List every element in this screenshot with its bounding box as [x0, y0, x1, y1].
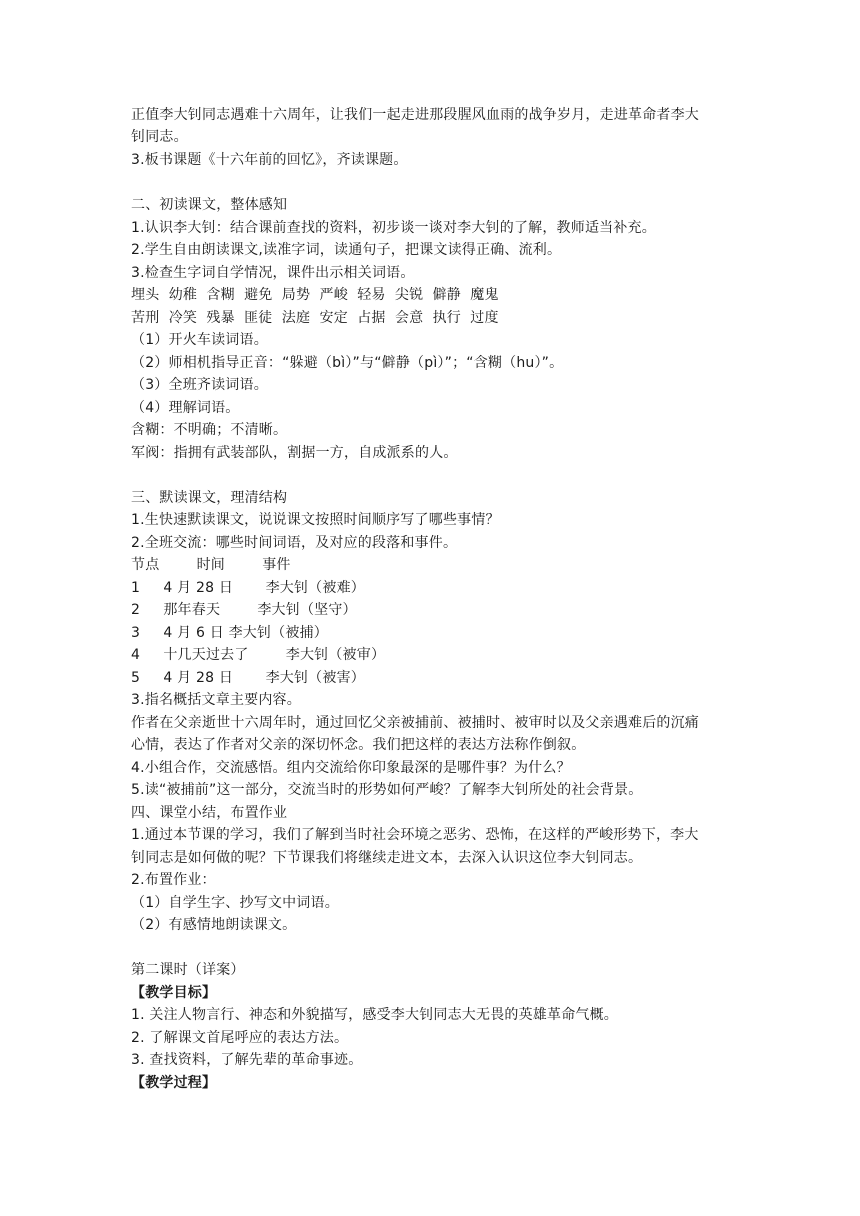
- text-line: 2. 了解课文首尾呼应的表达方法。: [131, 1030, 349, 1046]
- section-heading: 二、初读课文，整体感知: [131, 197, 288, 213]
- bracket-heading: 【教学过程】: [131, 1075, 217, 1091]
- table-row: 3 4 月 6 日 李大钊（被捕）: [131, 625, 328, 641]
- text-line: （1）自学生字、抄写文中词语。: [131, 895, 339, 911]
- section-heading: 第二课时（详案）: [131, 962, 245, 978]
- text-line: 4.小组合作，交流感悟。组内交流给你印象最深的是哪件事？为什么？: [131, 760, 571, 776]
- text-line: 军阀：指拥有武装部队，割据一方，自成派系的人。: [131, 445, 458, 461]
- text-line: （2）师相机指导正音：“躲避（bì）”与“僻静（pì）”；“含糊（hu）”。: [131, 355, 564, 371]
- text-line: 钊同志是如何做的呢？下节课我们将继续走进文本，去深入认识这位李大钊同志。: [131, 850, 643, 866]
- section-heading: 三、默读课文，理清结构: [131, 490, 288, 506]
- text-line: 3.板书课题《十六年前的回忆》，齐读课题。: [131, 152, 408, 168]
- text-line: （2）有感情地朗读课文。: [131, 917, 297, 933]
- text-line: 1.通过本节课的学习，我们了解到当时社会环境之恶劣、恐怖，在这样的严峻形势下，李大: [131, 827, 699, 843]
- section-heading: 四、课堂小结，布置作业: [131, 805, 288, 821]
- text-line: 心情，表达了作者对父亲的深切怀念。我们把这样的表达方法称作倒叙。: [131, 737, 586, 753]
- text-line: 含糊：不明确；不清晰。: [131, 422, 288, 438]
- text-line: 1.生快速默读课文，说说课文按照时间顺序写了哪些事情？: [131, 512, 500, 528]
- text-line: 2.全班交流：哪些时间词语，及对应的段落和事件。: [131, 535, 458, 551]
- table-row: 2 那年春天 李大钊（坚守）: [131, 602, 357, 618]
- table-header: 节点 时间 事件: [131, 557, 291, 573]
- text-line: （1）开火车读词语。: [131, 332, 268, 348]
- table-row: 5 4 月 28 日 李大钊（被害）: [131, 670, 365, 686]
- text-line: 3. 查找资料，了解先辈的革命事迹。: [131, 1052, 363, 1068]
- text-line: 1. 关注人物言行、神态和外貌描写，感受李大钊同志大无畏的英雄革命气概。: [131, 1007, 619, 1023]
- table-row: 4 十几天过去了 李大钊（被审）: [131, 647, 386, 663]
- text-line: 作者在父亲逝世十六周年时，通过回忆父亲被捕前、被捕时、被审时以及父亲遇难后的沉痛: [131, 715, 699, 731]
- text-line: 3.指名概括文章主要内容。: [131, 692, 301, 708]
- text-line: 2.布置作业：: [131, 872, 216, 888]
- vocab-line: 苦刑 冷笑 残暴 匪徒 法庭 安定 占据 会意 执行 过度: [131, 310, 499, 326]
- table-row: 1 4 月 28 日 李大钊（被难）: [131, 580, 365, 596]
- text-line: 5.读“被捕前”这一部分，交流当时的形势如何严峻？了解李大钊所处的社会背景。: [131, 782, 643, 798]
- text-line: 1.认识李大钊：结合课前查找的资料，初步谈一谈对李大钊的了解，教师适当补充。: [131, 220, 656, 236]
- text-line: 3.检查生字词自学情况，课件出示相关词语。: [131, 265, 415, 281]
- bracket-heading: 【教学目标】: [131, 985, 217, 1001]
- text-line: 2.学生自由朗读课文,读准字词，读通句子，把课文读得正确、流利。: [131, 242, 562, 258]
- vocab-line: 埋头 幼稚 含糊 避免 局势 严峻 轻易 尖锐 僻静 魔鬼: [131, 287, 499, 303]
- text-line: 正值李大钊同志遇难十六周年，让我们一起走进那段腥风血雨的战争岁月，走进革命者李大: [131, 107, 699, 123]
- text-line: 钊同志。: [131, 129, 188, 145]
- text-line: （3）全班齐读词语。: [131, 377, 268, 393]
- text-line: （4）理解词语。: [131, 400, 240, 416]
